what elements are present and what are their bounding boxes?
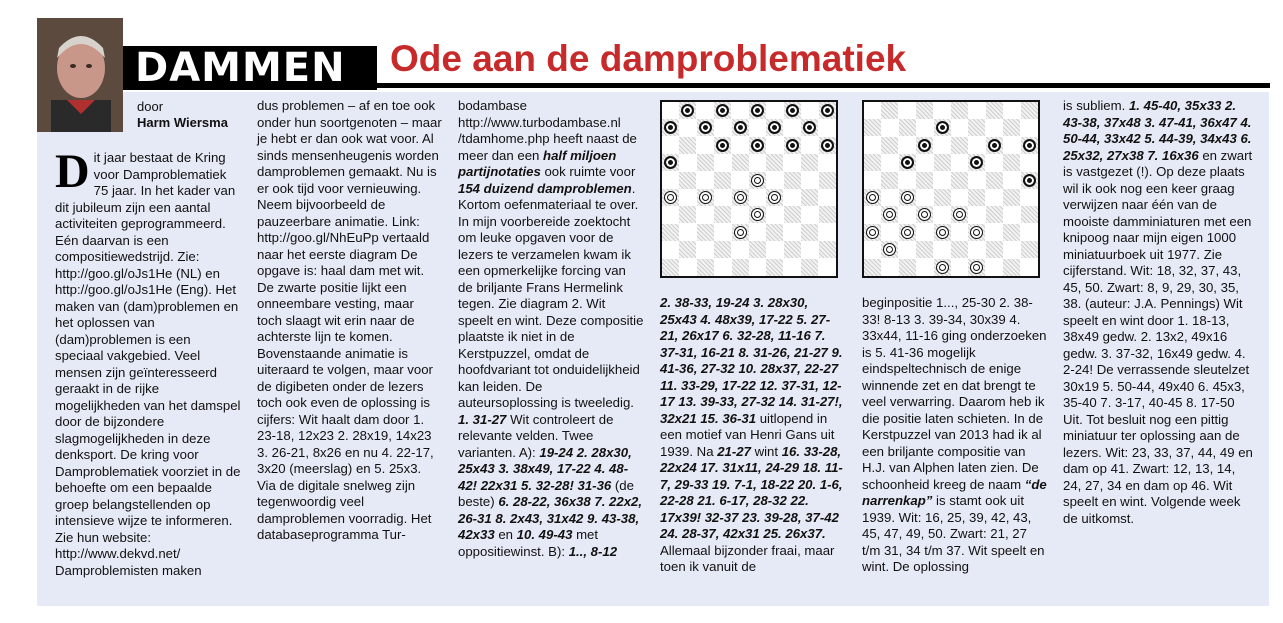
- black-piece: [936, 121, 949, 134]
- white-piece: [970, 226, 983, 239]
- dark-square: [934, 224, 951, 241]
- light-square: [732, 241, 749, 258]
- light-square: [881, 154, 898, 171]
- light-square: [801, 102, 818, 119]
- light-square: [766, 102, 783, 119]
- light-square: [881, 119, 898, 136]
- black-piece: [786, 104, 799, 117]
- dark-square: [714, 172, 731, 189]
- dark-square: [986, 206, 1003, 223]
- light-square: [714, 259, 731, 276]
- black-piece: [664, 121, 677, 134]
- move-notation: 1. 45-40, 35x33 2. 43-38, 37x48 3. 47-41, 36x47 4. 50-44, 33x42 5. 44-39, 34x43 6. 25x32, 27x38 7. 16x36: [1063, 98, 1252, 163]
- light-square: [732, 172, 749, 189]
- dark-square: [934, 189, 951, 206]
- light-square: [819, 119, 836, 136]
- light-square: [784, 119, 801, 136]
- dark-square: [881, 172, 898, 189]
- light-square: [662, 137, 679, 154]
- dark-square: [749, 137, 766, 154]
- dark-square: [679, 137, 696, 154]
- light-square: [697, 206, 714, 223]
- dark-square: [899, 154, 916, 171]
- black-piece: [768, 121, 781, 134]
- black-piece: [699, 121, 712, 134]
- white-piece: [883, 208, 896, 221]
- dark-square: [951, 102, 968, 119]
- move-notation: 19-24 2. 28x30, 25x43 3. 38x49, 17-22 4. 48-42! 22x31 5. 32-28! 31-36: [458, 444, 632, 493]
- light-square: [916, 259, 933, 276]
- light-square: [968, 172, 985, 189]
- light-square: [697, 241, 714, 258]
- light-square: [714, 154, 731, 171]
- byline-prefix: door: [137, 99, 164, 114]
- black-piece: [716, 104, 729, 117]
- white-piece: [918, 208, 931, 221]
- white-piece: [734, 226, 747, 239]
- dark-square: [784, 206, 801, 223]
- dark-square: [899, 189, 916, 206]
- light-square: [986, 189, 1003, 206]
- dark-square: [749, 206, 766, 223]
- column-3-text: met oppositiewinst. B):: [458, 527, 599, 559]
- white-piece: [953, 208, 966, 221]
- dark-square: [864, 119, 881, 136]
- dark-square: [801, 119, 818, 136]
- white-piece: [866, 226, 879, 239]
- column-4: [660, 295, 846, 576]
- dark-square: [934, 259, 951, 276]
- white-piece: [883, 243, 896, 256]
- column-3-text: Wit controleert de relevante velden. Twee varianten. A):: [458, 411, 614, 460]
- dark-square: [881, 206, 898, 223]
- light-square: [881, 224, 898, 241]
- move-notation: 6. 28-22, 36x38 7. 22x2, 26-31 8. 2x43, 31x42 9. 43-38, 42x33: [458, 494, 643, 542]
- dark-square: [662, 119, 679, 136]
- white-piece: [734, 191, 747, 204]
- column-3-text: ook ruimte voor: [540, 164, 636, 179]
- light-square: [986, 154, 1003, 171]
- light-square: [968, 241, 985, 258]
- dark-square: [1003, 224, 1020, 241]
- dark-square: [916, 206, 933, 223]
- light-square: [1003, 137, 1020, 154]
- light-square: [697, 137, 714, 154]
- light-square: [749, 119, 766, 136]
- dark-square: [916, 172, 933, 189]
- dark-square: [819, 137, 836, 154]
- light-square: [1021, 119, 1038, 136]
- dark-square: [968, 119, 985, 136]
- dark-square: [732, 154, 749, 171]
- light-square: [1003, 206, 1020, 223]
- light-square: [864, 241, 881, 258]
- light-square: [934, 206, 951, 223]
- light-square: [968, 102, 985, 119]
- dark-square: [881, 102, 898, 119]
- dark-square: [766, 189, 783, 206]
- dark-square: [899, 119, 916, 136]
- light-square: [864, 102, 881, 119]
- column-1-text: it jaar bestaat de Kring voor Damproblematiek 75 jaar. In het kader van dit jubileum zijn een aantal activiteiten geprogrammeerd. Eén daarvan is een compositiewedstrijd. Zie: http://goo.gl/oJs1He (NL) en http://goo.gl/oJs1He (Eng). Het maken van (dam)problemen en het oplossen van (dam)problemen is een speciaal vakgebied. Veel mensen zijn geïnteresseerd geraakt in de rijke mogelijkheden van het damspel door de bijzondere slagmogelijkheden in deze denksport. De kring voor Damproblematiek voorziet in de behoefte om een bepaalde groep belangstellenden op intensieve wijze te informeren. Zie hun website: http://www.dekvd.net/ Damproblemisten maken: [55, 150, 241, 578]
- black-piece: [1023, 139, 1036, 152]
- light-square: [714, 224, 731, 241]
- white-piece: [699, 191, 712, 204]
- dark-square: [986, 137, 1003, 154]
- dark-square: [714, 137, 731, 154]
- move-notation: 2. 38-33, 19-24 3. 28x30, 25x43 4. 48x39, 17-22 5. 27-21, 26x17 6. 32-28, 11-16 7. 37-31, 16-21 8. 31-26, 21-27 9. 41-36, 27-32 10. 28x37, 22-27 11. 33-29, 17-22 12. 37-31, 12-17 13. 39-33, 27-32 14. 31-27!, 32x21 15. 36-31: [660, 295, 843, 426]
- move-notation: 21-27: [717, 443, 751, 459]
- dark-square: [899, 224, 916, 241]
- dark-square: [881, 241, 898, 258]
- light-square: [679, 259, 696, 276]
- black-piece: [821, 139, 834, 152]
- column-6-text: is subliem.: [1063, 98, 1129, 113]
- light-square: [916, 189, 933, 206]
- dark-square: [819, 172, 836, 189]
- light-square: [662, 102, 679, 119]
- black-piece: [751, 139, 764, 152]
- light-square: [819, 224, 836, 241]
- dark-square: [801, 224, 818, 241]
- column-3-text: bodambase http://www.turbodambase.nl /tdamhome.php heeft naast de meer dan een: [458, 98, 637, 163]
- light-square: [899, 102, 916, 119]
- dark-square: [1003, 119, 1020, 136]
- column-3-text: . Kortom oefenmateriaal te over. In mijn voorbereide zoektocht om leuke opgaven voor de lezers te verzamelen kwam ik een opmerkelijke forcing van de briljante Frans Hermelink tegen. Zie diagram 2. Wit speelt en wint. Deze compositie plaatste ik niet in de Kerstpuzzel, omdat de hoofdvariant tot onduidelijkheid kan leiden. De auteursoplossing is tweeledig.: [458, 180, 644, 410]
- light-square: [916, 119, 933, 136]
- dark-square: [766, 224, 783, 241]
- section-label: DAMMEN: [135, 45, 346, 91]
- dark-square: [951, 137, 968, 154]
- dark-square: [766, 154, 783, 171]
- dark-square: [801, 259, 818, 276]
- dark-square: [1021, 137, 1038, 154]
- dark-square: [1021, 241, 1038, 258]
- black-piece: [901, 156, 914, 169]
- dark-square: [766, 259, 783, 276]
- black-piece: [716, 139, 729, 152]
- column-6: [1063, 98, 1255, 527]
- dark-square: [916, 102, 933, 119]
- byline: [137, 99, 228, 131]
- white-piece: [768, 191, 781, 204]
- dark-square: [986, 172, 1003, 189]
- drop-cap: D: [55, 145, 90, 198]
- light-square: [697, 172, 714, 189]
- black-piece: [803, 121, 816, 134]
- light-square: [951, 154, 968, 171]
- dark-square: [679, 102, 696, 119]
- dark-square: [732, 224, 749, 241]
- light-square: [766, 172, 783, 189]
- dark-square: [732, 189, 749, 206]
- dark-square: [697, 224, 714, 241]
- light-square: [749, 259, 766, 276]
- light-square: [951, 189, 968, 206]
- light-square: [986, 119, 1003, 136]
- white-piece: [970, 261, 983, 274]
- light-square: [899, 172, 916, 189]
- dark-square: [881, 137, 898, 154]
- black-piece: [918, 139, 931, 152]
- dark-square: [697, 119, 714, 136]
- light-square: [951, 119, 968, 136]
- dark-square: [934, 154, 951, 171]
- light-square: [864, 206, 881, 223]
- dark-square: [864, 259, 881, 276]
- diagram-2-board: [862, 100, 1040, 278]
- dark-square: [951, 172, 968, 189]
- light-square: [1003, 241, 1020, 258]
- dark-square: [662, 224, 679, 241]
- column-4-text: Allemaal bijzonder fraai, maar toen ik vanuit de: [660, 542, 835, 574]
- column-6-text: en zwart is vastgezet (!). Op deze plaats wil ik ook nog een keer graag verwijzen naar één van de mooiste damminiaturen met een knipoog naar mijn eigen 1000 miniatuurboek uit 1977. Zie cijferstand. Wit: 18, 32, 37, 43, 45, 50. Zwart: 8, 9, 29, 30, 35, 38. (auteur: J.A. Pennings) Wit speelt en wint door 1. 18-13, 38x49 gedw. 2. 13x2, 49x16 gedw. 3. 37-32, 16x49 gedw. 4. 2-24! De verrassende sleutelzet 30x19 5. 50-44, 49x40 6. 45x3, 35-40 7. 3-17, 40-45 8. 17-50 Uit. Tot besluit nog een pittig miniatuur ter oplossing aan de lezers. Wit: 23, 33, 37, 44, 49 en dam op 41. Zwart: 12, 13, 14, 24, 27, 34 en dam op 46. Wit speelt en wint. Volgende week de uitkomst.: [1063, 147, 1253, 526]
- dark-square: [916, 137, 933, 154]
- dark-square: [968, 259, 985, 276]
- column-5-text: beginpositie 1..., 25-30 2. 38-33! 8-13 3. 39-34, 30x39 4. 33x44, 11-16 ging onderzoeken is 5. 41-36 mogelijk eindspeltechnisch de enige winnende zet en dat brengt te veel verwarring. Daarom heb ik die positie laten schieten. In de Kerstpuzzel van 2013 had ik al een briljante compositie van H.J. van Alphen laten zien. De schoonheid kreeg de naam: [862, 295, 1047, 492]
- light-square: [819, 154, 836, 171]
- light-square: [864, 137, 881, 154]
- light-square: [732, 137, 749, 154]
- title-underline: [377, 83, 1270, 88]
- light-square: [934, 172, 951, 189]
- light-square: [1003, 172, 1020, 189]
- black-piece: [1023, 174, 1036, 187]
- black-piece: [786, 139, 799, 152]
- light-square: [951, 224, 968, 241]
- dark-square: [968, 154, 985, 171]
- author-photo: [37, 18, 123, 132]
- light-square: [899, 137, 916, 154]
- emphasis: 154 duizend damproblemen: [458, 180, 632, 196]
- dark-square: [697, 189, 714, 206]
- white-piece: [866, 191, 879, 204]
- author-name: Harm Wiersma: [137, 115, 228, 130]
- light-square: [819, 189, 836, 206]
- light-square: [662, 241, 679, 258]
- light-square: [766, 137, 783, 154]
- column-3-text: (de beste): [458, 477, 634, 509]
- dark-square: [662, 259, 679, 276]
- light-square: [679, 224, 696, 241]
- light-square: [986, 224, 1003, 241]
- dark-square: [714, 206, 731, 223]
- black-piece: [734, 121, 747, 134]
- white-piece: [751, 208, 764, 221]
- dark-square: [1021, 206, 1038, 223]
- black-piece: [751, 104, 764, 117]
- dark-square: [899, 259, 916, 276]
- dark-square: [732, 119, 749, 136]
- black-piece: [664, 156, 677, 169]
- dark-square: [732, 259, 749, 276]
- dark-square: [714, 102, 731, 119]
- light-square: [732, 102, 749, 119]
- light-square: [801, 206, 818, 223]
- light-square: [784, 224, 801, 241]
- light-square: [714, 189, 731, 206]
- dark-square: [968, 189, 985, 206]
- column-1: [55, 145, 241, 579]
- light-square: [679, 119, 696, 136]
- light-square: [881, 189, 898, 206]
- light-square: [899, 241, 916, 258]
- dark-square: [819, 102, 836, 119]
- light-square: [819, 259, 836, 276]
- dark-square: [986, 241, 1003, 258]
- light-square: [679, 189, 696, 206]
- light-square: [1021, 154, 1038, 171]
- light-square: [934, 102, 951, 119]
- dark-square: [662, 189, 679, 206]
- light-square: [881, 259, 898, 276]
- dark-square: [784, 241, 801, 258]
- light-square: [766, 241, 783, 258]
- dark-square: [766, 119, 783, 136]
- move-notation: 10. 49-43: [516, 527, 573, 542]
- column-5: [862, 295, 1048, 576]
- light-square: [951, 259, 968, 276]
- light-square: [697, 102, 714, 119]
- light-square: [934, 137, 951, 154]
- move-notation: 16. 33-28, 22x24 17. 31x11, 24-29 18. 11-7, 29-33 19. 7-1, 18-22 20. 1-6, 22-28 21. 6-17, 28-32 22. 17x39! 32-37 23. 39-28, 37-42 24. 28-37, 42x31 25. 26x37.: [660, 443, 843, 541]
- black-piece: [988, 139, 1001, 152]
- black-piece: [970, 156, 983, 169]
- light-square: [986, 259, 1003, 276]
- emphasis: “de narrenkap”: [862, 476, 1047, 508]
- column-4-text: uitlopend in een motief van Henri Gans uit 1939. Na: [660, 410, 835, 459]
- dark-square: [1021, 172, 1038, 189]
- light-square: [749, 154, 766, 171]
- dark-square: [1003, 259, 1020, 276]
- light-square: [784, 259, 801, 276]
- dark-square: [951, 206, 968, 223]
- dark-square: [784, 102, 801, 119]
- dark-square: [1021, 102, 1038, 119]
- dark-square: [714, 241, 731, 258]
- light-square: [662, 206, 679, 223]
- dark-square: [1003, 189, 1020, 206]
- dark-square: [819, 206, 836, 223]
- dark-square: [986, 102, 1003, 119]
- white-piece: [751, 174, 764, 187]
- black-piece: [821, 104, 834, 117]
- dark-square: [697, 259, 714, 276]
- dark-square: [697, 154, 714, 171]
- move-notation: 1. 31-27: [458, 411, 507, 427]
- light-square: [801, 172, 818, 189]
- dark-square: [679, 172, 696, 189]
- light-square: [1021, 189, 1038, 206]
- dark-square: [679, 206, 696, 223]
- column-3-text: en: [494, 527, 517, 542]
- light-square: [1021, 224, 1038, 241]
- dark-square: [864, 154, 881, 171]
- light-square: [864, 172, 881, 189]
- column-2-text: dus problemen – af en toe ook onder hun soortgenoten – maar je hebt er dan ook wat voor. Al sinds mensenheugenis worden damproblemen gemaakt. Nu is er ook tijd voor vernieuwing. Neem bijvoorbeeld de pauzeerbare animatie. Link: http://goo.gl/NhEuPp vertaald naar het eerste diagram De opgave is: haal dam met wit. De zwarte positie lijkt een onneembare vesting, maar toch slaagt wit erin naar de achterste lijn te komen. Bovenstaande animatie is uiteraard te volgen, maar voor de digibeten onder de lezers toch ook even de oplossing is cijfers: Wit haalt dam door 1. 23-18, 12x23 2. 28x19, 14x23 3. 26-21, 8x26 en nu 4. 22-17, 3x20 (meerslag) en 5. 25x3. Via de digitale snelweg zijn tegenwoordig veel damproblemen voorradig. Het databaseprogramma Tur-: [257, 98, 442, 542]
- light-square: [749, 224, 766, 241]
- light-square: [662, 172, 679, 189]
- column-4-text: wint: [750, 443, 782, 459]
- dark-square: [662, 154, 679, 171]
- light-square: [968, 206, 985, 223]
- light-square: [801, 137, 818, 154]
- light-square: [679, 154, 696, 171]
- light-square: [899, 206, 916, 223]
- column-2: [257, 98, 442, 544]
- dark-square: [951, 241, 968, 258]
- light-square: [784, 154, 801, 171]
- dark-square: [801, 154, 818, 171]
- light-square: [749, 189, 766, 206]
- article-title: Ode aan de damproblematiek: [390, 38, 907, 79]
- light-square: [1021, 259, 1038, 276]
- column-5-text: is stamt ook uit 1939. Wit: 16, 25, 39, 42, 43, 45, 47, 49, 50. Zwart: 21, 27 t/m 31, 34 t/m 37. Wit speelt en wint. De oplossing: [862, 493, 1045, 574]
- light-square: [1003, 102, 1020, 119]
- white-piece: [901, 226, 914, 239]
- emphasis: half miljoen partijnotaties: [458, 147, 617, 179]
- dark-square: [916, 241, 933, 258]
- light-square: [732, 206, 749, 223]
- dark-square: [784, 172, 801, 189]
- dark-square: [864, 224, 881, 241]
- white-piece: [936, 261, 949, 274]
- white-piece: [901, 191, 914, 204]
- dark-square: [784, 137, 801, 154]
- dark-square: [864, 189, 881, 206]
- light-square: [934, 241, 951, 258]
- dark-square: [749, 241, 766, 258]
- dark-square: [801, 189, 818, 206]
- light-square: [801, 241, 818, 258]
- dark-square: [968, 224, 985, 241]
- black-piece: [681, 104, 694, 117]
- light-square: [766, 206, 783, 223]
- move-notation: 1.., 8-12: [568, 543, 618, 559]
- light-square: [784, 189, 801, 206]
- dark-square: [679, 241, 696, 258]
- white-piece: [664, 191, 677, 204]
- dark-square: [749, 102, 766, 119]
- light-square: [916, 224, 933, 241]
- column-3: [458, 98, 644, 560]
- dark-square: [749, 172, 766, 189]
- dark-square: [934, 119, 951, 136]
- dark-square: [819, 241, 836, 258]
- white-piece: [936, 226, 949, 239]
- diagram-1-board: [660, 100, 838, 278]
- light-square: [916, 154, 933, 171]
- light-square: [714, 119, 731, 136]
- dark-square: [1003, 154, 1020, 171]
- light-square: [968, 137, 985, 154]
